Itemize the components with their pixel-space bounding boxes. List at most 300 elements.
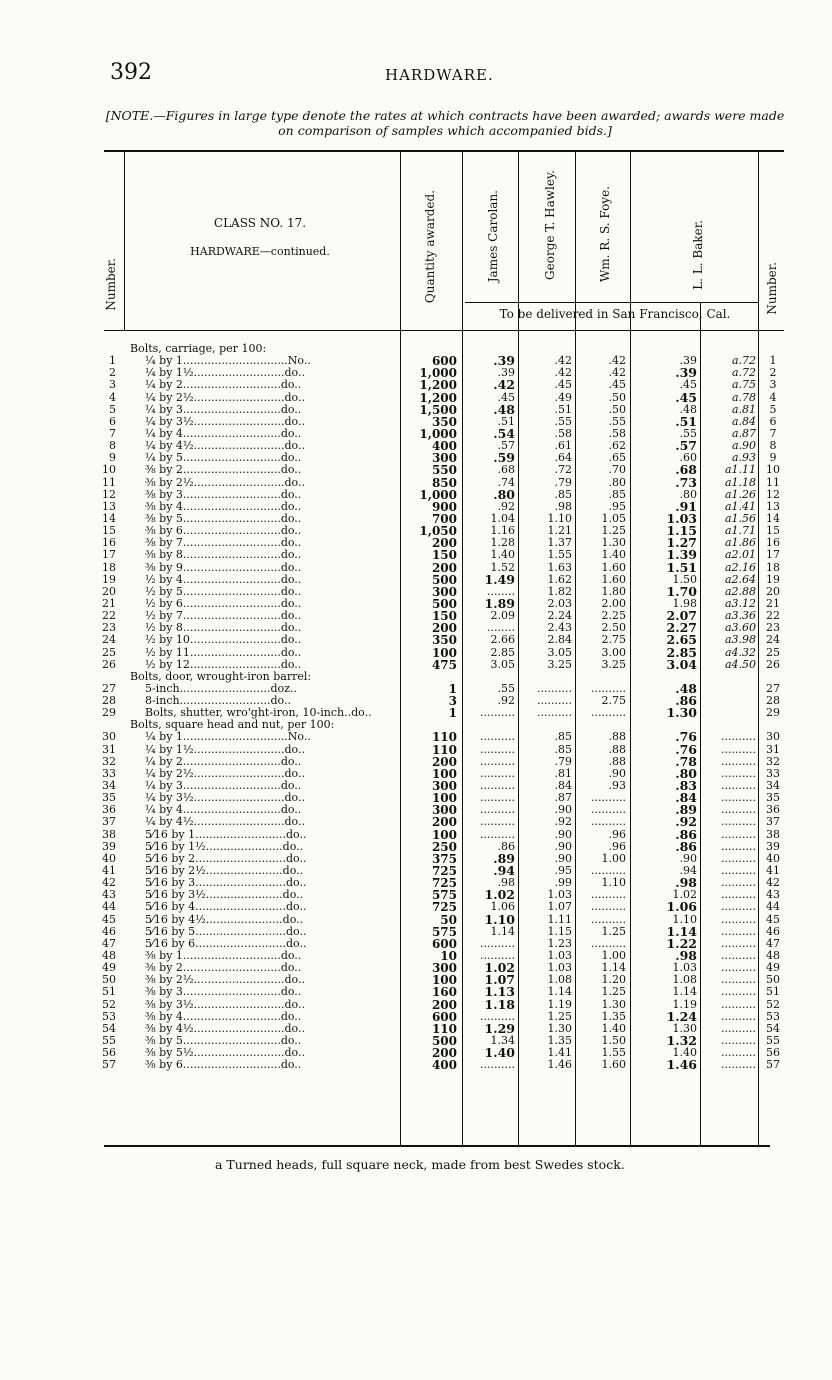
price-james-carolan: .86 [497, 839, 515, 853]
price-ll-baker-alt: a2.88 [724, 584, 756, 598]
row-number: 36 [102, 803, 116, 817]
row-number: 22 [102, 609, 116, 623]
price-ll-baker-alt: a2.16 [724, 560, 756, 574]
row-number-right: 18 [766, 560, 780, 574]
row-number-right: 44 [766, 900, 780, 914]
table-row [0, 935, 832, 951]
price-george-hawley: 2.24 [547, 609, 572, 623]
row-number: 54 [102, 1021, 116, 1035]
price-james-carolan: .......... [480, 949, 515, 962]
price-ll-baker: 1.08 [672, 973, 697, 987]
note: [NOTE.—Figures in large type denote the rates at which contracts have been awarded; awards were made on comparison of samples which accompanied bids.] [105, 108, 785, 138]
price-ll-baker: 1.14 [666, 923, 697, 939]
quantity-awarded: 725 [431, 876, 457, 891]
price-ll-baker: 1.14 [672, 985, 697, 999]
price-george-hawley: 1.11 [547, 912, 572, 926]
price-ll-baker-alt: a1.71 [724, 524, 756, 538]
price-george-hawley: .81 [554, 766, 572, 780]
price-james-carolan: .......... [480, 754, 515, 768]
price-james-carolan: .......... [480, 827, 515, 841]
row-number: 34 [102, 779, 116, 793]
quantity-awarded: 160 [431, 985, 457, 1000]
price-ll-baker: .98 [675, 948, 697, 963]
quantity-awarded: 1 [448, 681, 457, 696]
row-number-right: 17 [766, 548, 780, 562]
table-row [0, 452, 832, 464]
row-number: 50 [102, 973, 116, 987]
row-number: 21 [102, 596, 116, 610]
table-row [0, 401, 832, 417]
price-george-hawley: .85 [554, 730, 572, 744]
price-ll-baker-alt: a2.64 [724, 572, 756, 586]
quantity-awarded: 700 [431, 511, 457, 526]
price-wm-foye: 1.30 [601, 536, 626, 550]
price-wm-foye: .42 [608, 354, 626, 368]
table-row [0, 753, 832, 769]
price-james-carolan: .42 [493, 377, 515, 393]
row-description: ½ by 4............................do.. [145, 573, 302, 586]
price-wm-foye: .90 [608, 766, 626, 780]
price-george-hawley: 1.25 [547, 1009, 572, 1023]
row-number: 10 [102, 463, 116, 477]
quantity-awarded: 400 [431, 439, 457, 454]
row-description: ⅜ by 3½..........................do.. [145, 998, 305, 1011]
row-number: 49 [102, 961, 116, 975]
row-description: ¼ by 3............................do.. [145, 780, 302, 793]
price-james-carolan: 1.28 [490, 536, 515, 550]
table-row [0, 950, 832, 962]
price-wm-foye: 2.75 [601, 694, 626, 708]
price-ll-baker-alt: .......... [721, 1058, 756, 1072]
row-description: ¼ by 2............................do.. [145, 755, 302, 768]
price-ll-baker-alt: a4.32 [724, 645, 756, 659]
row-number-right: 40 [766, 851, 780, 865]
price-james-carolan: .......... [480, 815, 515, 829]
section-heading-row [0, 343, 832, 355]
header-bidder-3: Wm. R. S. Foye. [598, 186, 612, 283]
price-george-hawley: 1.15 [547, 924, 572, 938]
price-ll-baker-alt: .......... [721, 985, 756, 999]
price-ll-baker: 1.51 [666, 559, 697, 575]
table-row [0, 889, 832, 901]
table-row [0, 804, 832, 816]
price-wm-foye: .96 [608, 839, 626, 853]
price-wm-foye: 1.50 [601, 1033, 626, 1047]
price-ll-baker-alt: .......... [721, 876, 756, 890]
price-wm-foye: 1.60 [601, 1058, 626, 1072]
row-description: ¼ by 4½..........................do.. [145, 440, 305, 453]
price-wm-foye: .65 [608, 451, 626, 465]
price-ll-baker: .94 [679, 864, 697, 878]
price-james-carolan: .......... [480, 803, 515, 817]
price-ll-baker: 1.39 [666, 547, 697, 563]
row-number-right: 33 [766, 766, 780, 780]
quantity-awarded: 725 [431, 900, 457, 915]
quantity-awarded: 250 [431, 839, 457, 854]
quantity-awarded: 300 [431, 584, 457, 599]
quantity-awarded: 200 [431, 754, 457, 769]
price-wm-foye: .......... [591, 803, 626, 817]
row-number: 47 [102, 936, 116, 950]
row-number-right: 35 [766, 791, 780, 805]
quantity-awarded: 50 [440, 912, 457, 927]
row-number-right: 55 [766, 1033, 780, 1047]
table-row [0, 923, 832, 939]
table-row [0, 486, 832, 502]
price-ll-baker-alt: .......... [721, 973, 756, 987]
row-number-right: 46 [766, 924, 780, 938]
price-ll-baker: 1.46 [666, 1057, 697, 1073]
price-wm-foye: .88 [608, 730, 626, 744]
price-james-carolan: .94 [493, 863, 515, 879]
quantity-awarded: 150 [431, 548, 457, 563]
row-number-right: 23 [766, 621, 780, 635]
table-row [0, 816, 832, 828]
quantity-awarded: 1,500 [419, 402, 457, 417]
price-ll-baker-alt: a3.12 [724, 596, 756, 610]
price-james-carolan: .80 [493, 486, 515, 502]
price-wm-foye: .45 [608, 378, 626, 392]
row-description: ⅜ by 2............................do.. [145, 464, 302, 477]
price-george-hawley: .79 [554, 754, 572, 768]
price-ll-baker-alt: a.72 [731, 354, 756, 368]
row-number-right: 37 [766, 815, 780, 829]
table-row [0, 780, 832, 792]
price-ll-baker-alt: a.81 [731, 402, 756, 416]
table-row [0, 644, 832, 660]
section-heading-row [0, 671, 832, 683]
price-ll-baker: .92 [675, 814, 697, 830]
row-description: ¼ by 5............................do.. [145, 452, 302, 465]
price-george-hawley: 2.84 [547, 633, 572, 647]
price-james-carolan: ........ [487, 621, 515, 635]
row-number: 45 [102, 912, 116, 926]
price-james-carolan: .......... [480, 779, 515, 793]
price-wm-foye: .......... [591, 936, 626, 950]
price-ll-baker-alt: a.87 [731, 426, 756, 440]
price-james-carolan: 1.40 [484, 1045, 515, 1061]
quantity-awarded: 150 [431, 609, 457, 624]
price-george-hawley: 1.35 [547, 1033, 572, 1047]
price-george-hawley: 1.62 [547, 572, 572, 586]
price-james-carolan: .54 [493, 425, 515, 441]
quantity-awarded: 1,050 [419, 524, 457, 539]
row-number-right: 36 [766, 803, 780, 817]
price-george-hawley: .90 [554, 827, 572, 841]
row-number-right: 10 [766, 463, 780, 477]
header-bottom-rule [104, 330, 784, 331]
row-description: ½ by 12..........................do.. [145, 658, 302, 671]
footnote: a Turned heads, full square neck, made from best Swedes stock. [215, 1157, 625, 1172]
quantity-awarded: 110 [431, 1021, 457, 1036]
col-rule-number [124, 152, 125, 330]
price-ll-baker-alt: .......... [721, 779, 756, 793]
price-ll-baker: 1.22 [666, 935, 697, 951]
row-number: 29 [102, 706, 116, 720]
table-row [0, 680, 832, 696]
quantity-awarded: 200 [431, 560, 457, 575]
price-wm-foye: .62 [608, 439, 626, 453]
row-number-right: 8 [769, 439, 777, 453]
price-james-carolan: 1.18 [484, 996, 515, 1012]
row-number: 35 [102, 791, 116, 805]
row-number-right: 48 [766, 949, 780, 962]
row-description: 5⁄16 by 2½......................do.. [145, 865, 304, 878]
price-george-hawley: .92 [554, 815, 572, 829]
price-ll-baker-alt: .......... [721, 791, 756, 805]
row-number: 19 [102, 572, 116, 586]
price-ll-baker: .48 [675, 680, 697, 696]
price-george-hawley: 1.23 [547, 936, 572, 950]
price-ll-baker-alt: .......... [721, 742, 756, 756]
row-description: ¼ by 1..............................No.. [145, 355, 311, 368]
row-number-right: 27 [766, 681, 780, 695]
quantity-awarded: 475 [431, 657, 457, 672]
price-james-carolan: .39 [493, 353, 515, 369]
table-row [0, 707, 832, 719]
price-ll-baker: 2.27 [666, 620, 697, 636]
price-ll-baker-alt: a.84 [731, 414, 756, 428]
row-number: 39 [102, 839, 116, 853]
delivery-rule [465, 302, 758, 303]
price-george-hawley: 1.08 [547, 973, 572, 987]
quantity-awarded: 200 [431, 997, 457, 1012]
price-wm-foye: .88 [608, 754, 626, 768]
price-ll-baker-alt: a1.26 [724, 487, 756, 501]
price-george-hawley: .64 [554, 451, 572, 465]
price-ll-baker: .83 [675, 778, 697, 794]
price-wm-foye: 2.50 [601, 621, 626, 635]
row-description: ⅜ by 1............................do.. [145, 950, 302, 962]
price-ll-baker-alt: .......... [721, 827, 756, 841]
row-description: ⅜ by 4............................do.. [145, 1010, 302, 1023]
price-wm-foye: 1.80 [601, 584, 626, 598]
price-ll-baker-alt: a4.50 [724, 657, 756, 671]
quantity-awarded: 1,200 [419, 390, 457, 405]
price-ll-baker-alt: .......... [721, 803, 756, 817]
row-description: 5⁄16 by 3½......................do.. [145, 889, 304, 902]
price-george-hawley: 2.43 [547, 621, 572, 635]
price-ll-baker: 1.40 [672, 1046, 697, 1060]
price-ll-baker: .60 [679, 451, 697, 465]
row-description: 5-inch..........................doz.. [145, 682, 297, 695]
table-row [0, 510, 832, 526]
price-wm-foye: .......... [591, 864, 626, 878]
row-number-right: 39 [766, 839, 780, 853]
price-ll-baker-alt: .......... [721, 997, 756, 1011]
price-ll-baker: 1.02 [672, 888, 697, 902]
price-ll-baker: .55 [679, 426, 697, 440]
row-description: ⅜ by 5............................do.. [145, 512, 302, 525]
price-james-carolan: .45 [497, 390, 515, 404]
price-george-hawley: .98 [554, 499, 572, 513]
price-ll-baker-alt: .......... [721, 1021, 756, 1035]
price-george-hawley: .90 [554, 851, 572, 865]
row-number: 18 [102, 560, 116, 574]
price-ll-baker: 1.19 [672, 997, 697, 1011]
row-number-right: 41 [766, 864, 780, 878]
price-wm-foye: 1.00 [601, 851, 626, 865]
table-row [0, 367, 832, 379]
price-george-hawley: .45 [554, 378, 572, 392]
row-number: 16 [102, 536, 116, 550]
price-george-hawley: .58 [554, 426, 572, 440]
price-george-hawley: 1.82 [547, 584, 572, 598]
quantity-awarded: 600 [431, 1009, 457, 1024]
price-ll-baker-alt: .......... [721, 839, 756, 853]
price-ll-baker-alt: a3.36 [724, 609, 756, 623]
price-ll-baker-alt: a.93 [731, 451, 756, 465]
row-number-right: 49 [766, 961, 780, 975]
row-number-right: 22 [766, 609, 780, 623]
row-number-right: 15 [766, 524, 780, 538]
quantity-awarded: 300 [431, 779, 457, 794]
price-ll-baker-alt: a3.98 [724, 633, 756, 647]
row-number: 48 [102, 949, 116, 962]
row-number: 32 [102, 754, 116, 768]
table-row [0, 464, 832, 476]
table-row [0, 559, 832, 575]
row-description: 5⁄16 by 2..........................do.. [145, 852, 307, 865]
table-row [0, 986, 832, 998]
price-ll-baker: 1.32 [666, 1032, 697, 1048]
row-number-right: 4 [769, 390, 777, 404]
quantity-awarded: 1 [448, 706, 457, 721]
row-number-right: 21 [766, 596, 780, 610]
table-row [0, 996, 832, 1012]
price-ll-baker-alt: .......... [721, 888, 756, 902]
price-george-hawley: 1.63 [547, 560, 572, 574]
price-george-hawley: 1.14 [547, 985, 572, 999]
row-description: ⅜ by 3............................do.. [145, 986, 302, 999]
row-number-right: 16 [766, 536, 780, 550]
row-number-right: 34 [766, 779, 780, 793]
price-george-hawley: .79 [554, 475, 572, 489]
price-james-carolan: 1.52 [490, 560, 515, 574]
row-number: 20 [102, 584, 116, 598]
price-wm-foye: .55 [608, 414, 626, 428]
row-number-right: 7 [769, 426, 777, 440]
price-ll-baker-alt: a.78 [731, 390, 756, 404]
price-wm-foye: 1.05 [601, 511, 626, 525]
price-ll-baker: .39 [679, 354, 697, 368]
price-ll-baker-alt: a2.01 [724, 548, 756, 562]
quantity-awarded: 100 [431, 791, 457, 806]
price-george-hawley: .99 [554, 876, 572, 890]
row-number-right: 2 [769, 366, 777, 380]
row-description: ¼ by 2½..........................do.. [145, 767, 305, 780]
table-row [0, 634, 832, 646]
price-ll-baker-alt: .......... [721, 864, 756, 878]
row-number: 9 [109, 451, 116, 465]
price-ll-baker: .68 [675, 462, 697, 478]
row-description: ½ by 10..........................do.. [145, 634, 302, 647]
price-wm-foye: .50 [608, 390, 626, 404]
price-james-carolan: 2.66 [490, 633, 515, 647]
row-description: ¼ by 2............................do.. [145, 379, 302, 392]
row-description: ⅜ by 7............................do.. [145, 537, 302, 550]
price-wm-foye: .93 [608, 779, 626, 793]
row-number-right: 43 [766, 888, 780, 902]
section-heading-row [0, 719, 832, 731]
price-ll-baker: .45 [679, 378, 697, 392]
price-james-carolan: .55 [497, 681, 515, 695]
price-ll-baker: 1.50 [672, 572, 697, 586]
row-number: 46 [102, 924, 116, 938]
price-james-carolan: .......... [480, 936, 515, 950]
row-number: 4 [109, 390, 116, 404]
table-row [0, 792, 832, 804]
price-ll-baker: 1.27 [666, 535, 697, 551]
price-james-carolan: 1.07 [484, 972, 515, 988]
price-ll-baker: .80 [679, 487, 697, 501]
price-ll-baker: 1.24 [666, 1008, 697, 1024]
row-number: 8 [109, 439, 116, 453]
price-george-hawley: .61 [554, 439, 572, 453]
row-number: 23 [102, 621, 116, 635]
row-number-right: 20 [766, 584, 780, 598]
table-top-rule [104, 150, 784, 152]
price-ll-baker: .76 [675, 729, 697, 745]
price-ll-baker: .86 [675, 826, 697, 842]
table-bottom-rule [104, 1145, 770, 1147]
price-ll-baker: 1.70 [666, 583, 697, 599]
price-george-hawley: .84 [554, 779, 572, 793]
table-row [0, 826, 832, 842]
quantity-awarded: 350 [431, 633, 457, 648]
quantity-awarded: 575 [431, 888, 457, 903]
row-description: ½ by 6............................do.. [145, 597, 302, 610]
table-row [0, 838, 832, 854]
price-ll-baker-alt: a.72 [731, 366, 756, 380]
row-description: ¼ by 1½..........................do.. [145, 367, 305, 380]
price-james-carolan: 1.89 [484, 595, 515, 611]
table-row [0, 974, 832, 986]
price-james-carolan: 1.29 [484, 1020, 515, 1036]
price-george-hawley: .90 [554, 803, 572, 817]
table-row [0, 901, 832, 913]
price-ll-baker-alt: a1.18 [724, 475, 756, 489]
price-george-hawley: 1.03 [547, 888, 572, 902]
price-george-hawley: .87 [554, 791, 572, 805]
table-row [0, 865, 832, 877]
price-ll-baker-alt: a.90 [731, 439, 756, 453]
row-description: ¼ by 4............................do.. [145, 804, 302, 817]
quantity-awarded: 200 [431, 621, 457, 636]
price-wm-foye: 1.60 [601, 572, 626, 586]
price-ll-baker-alt: a3.60 [724, 621, 756, 635]
price-george-hawley: 1.46 [547, 1058, 572, 1072]
quantity-awarded: 200 [431, 815, 457, 830]
price-george-hawley: .42 [554, 366, 572, 380]
row-number: 43 [102, 888, 116, 902]
price-wm-foye: .......... [591, 681, 626, 695]
price-george-hawley: .42 [554, 354, 572, 368]
row-description: 8-inch..........................do.. [145, 695, 291, 708]
table-row [0, 389, 832, 405]
row-description: Bolts, door, wrought-iron barrel: [130, 670, 312, 683]
price-james-carolan: .......... [480, 766, 515, 780]
price-james-carolan: .89 [493, 850, 515, 866]
price-george-hawley: .95 [554, 864, 572, 878]
row-number-right: 51 [766, 985, 780, 999]
price-ll-baker: 2.65 [666, 632, 697, 648]
price-wm-foye: 1.55 [601, 1046, 626, 1060]
quantity-awarded: 10 [440, 949, 457, 963]
price-ll-baker-alt: .......... [721, 730, 756, 744]
price-george-hawley: .......... [537, 694, 572, 708]
price-james-carolan: 1.34 [490, 1033, 515, 1047]
